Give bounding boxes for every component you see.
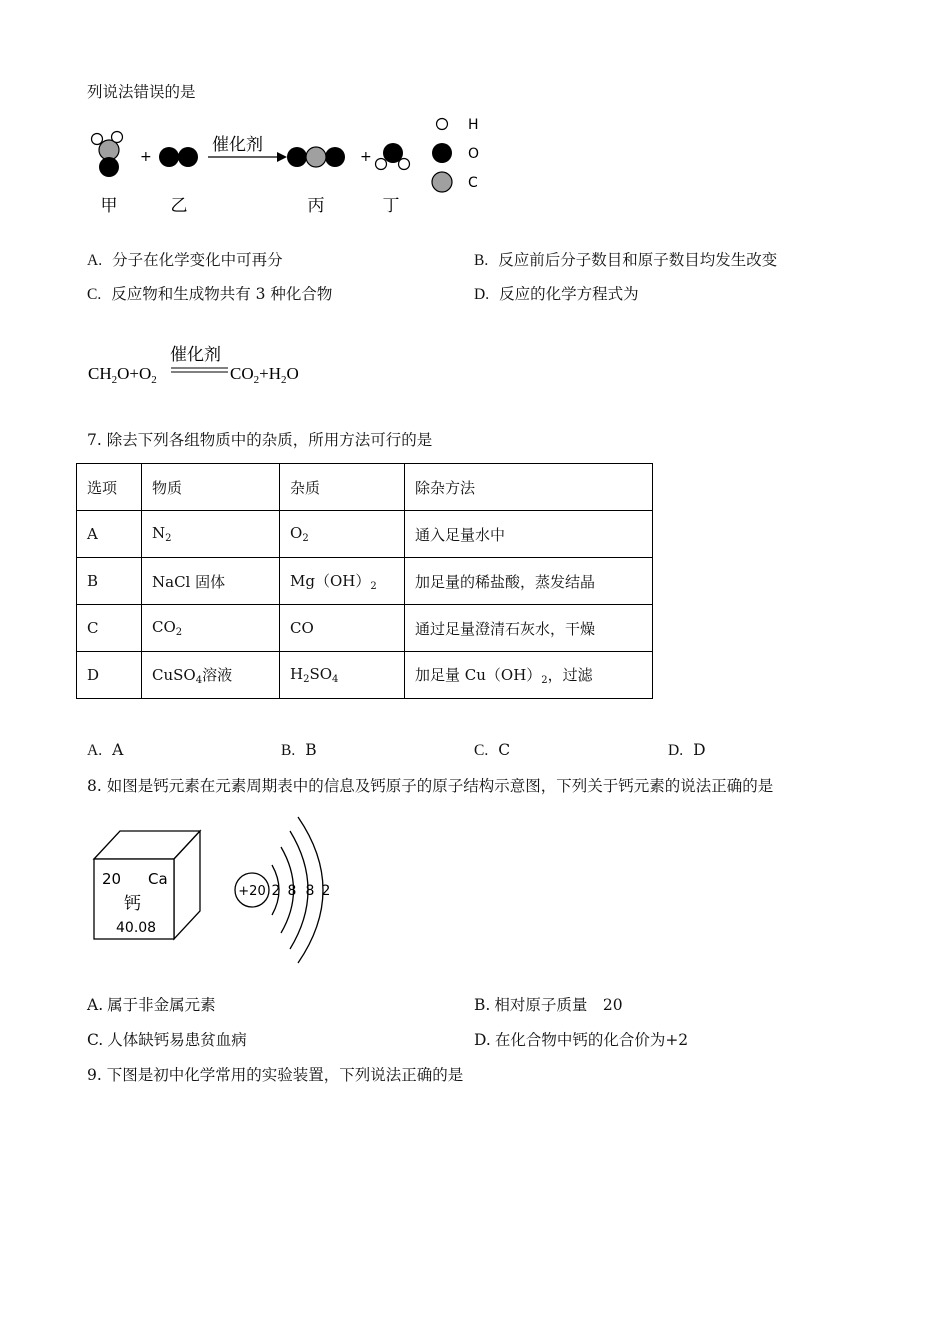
table-cell: $CO_2$ <box>142 605 280 652</box>
catalyst-arrow <box>208 135 287 162</box>
q7-option-a[interactable]: A. A <box>87 741 124 759</box>
table-cell: CO <box>280 605 405 652</box>
q7-option-d[interactable]: D. D <box>668 741 706 759</box>
q7-table <box>76 463 653 699</box>
q8-option-d[interactable]: D. 在化合物中钙的化合价为+2 <box>474 1031 689 1049</box>
header-cell: 选项 <box>77 464 142 511</box>
header-cell: 杂质 <box>280 464 405 511</box>
q9-stem: 9. 下图是初中化学常用的实验装置，下列说法正确的是 <box>87 1066 464 1084</box>
table-cell: CuSO$_4$溶液 <box>142 652 280 699</box>
q6-stem-end: 列说法错误的是 <box>87 83 196 101</box>
q7-option-c[interactable]: C. C <box>474 741 511 759</box>
shell-1-electrons: 2 <box>271 883 281 899</box>
arrow-label: 催化剂 <box>212 135 263 155</box>
table-cell: 通入足量水中 <box>405 511 653 558</box>
table-cell: $O_2$ <box>280 511 405 558</box>
header-cell: 物质 <box>142 464 280 511</box>
chemical-equation <box>85 338 325 390</box>
table-row <box>77 558 653 605</box>
table-cell: NaCl 固体 <box>142 558 280 605</box>
element-cube <box>90 825 210 945</box>
table-cell: 加足量 $Cu(OH)_2$，过滤 <box>405 652 653 699</box>
q6-option-c[interactable]: C. 反应物和生成物共有 3 种化合物 <box>87 285 333 303</box>
table-cell: D <box>77 652 142 699</box>
shell-4-electrons: 2 <box>321 883 331 899</box>
plus-sign-2: + <box>360 149 372 165</box>
table-row <box>77 652 653 699</box>
molecule-yi <box>159 147 198 167</box>
q8-stem: 8. 如图是钙元素在元素周期表中的信息及钙原子的原子结构示意图，下列关于钙元素的说法正确的是 <box>87 777 774 795</box>
legend-h: H <box>468 117 479 133</box>
table-cell: 通过足量澄清石灰水，干燥 <box>405 605 653 652</box>
q6-option-a[interactable]: A. 分子在化学变化中可再分 <box>87 251 283 269</box>
table-cell: 加足量的稀盐酸，蒸发结晶 <box>405 558 653 605</box>
table-cell: C <box>77 605 142 652</box>
molecule-bing <box>287 147 345 167</box>
plus-sign-1: + <box>140 149 152 165</box>
q7-stem: 7. 除去下列各组物质中的杂质，所用方法可行的是 <box>87 431 433 449</box>
label-bing: 丙 <box>307 196 325 216</box>
legend-o: O <box>468 146 480 162</box>
table-row <box>77 605 653 652</box>
element-symbol: Ca <box>148 870 168 888</box>
legend-c: C <box>468 175 478 191</box>
q8-option-a[interactable]: A. 属于非金属元素 <box>87 996 216 1014</box>
header-cell: 除杂方法 <box>405 464 653 511</box>
equation-condition: 催化剂 <box>170 345 221 365</box>
equation-left: $CH_2O+O_2$ <box>88 364 157 386</box>
molecule-ding <box>376 143 410 170</box>
label-ding: 丁 <box>382 196 400 216</box>
q7-option-b[interactable]: B. B <box>281 741 317 759</box>
element-number: 20 <box>102 870 122 888</box>
element-name: 钙 <box>124 894 141 914</box>
table-cell: B <box>77 558 142 605</box>
table-cell: A <box>77 511 142 558</box>
atom-structure-diagram <box>230 815 340 965</box>
table-cell: $H_2SO_4$ <box>280 652 405 699</box>
q8-option-c[interactable]: C. 人体缺钙易患贫血病 <box>87 1031 247 1049</box>
shell-2-electrons: 8 <box>287 883 297 899</box>
equation-right: $CO_2+H_2O$ <box>230 364 299 386</box>
molecule-jia <box>92 132 123 178</box>
label-jia: 甲 <box>100 196 118 216</box>
atom-legend <box>432 117 479 192</box>
table-header-row <box>77 464 653 511</box>
q6-option-d[interactable]: D. 反应的化学方程式为 <box>474 285 639 303</box>
table-row <box>77 511 653 558</box>
shell-3-electrons: 8 <box>305 883 315 899</box>
table-cell: $Mg(OH)_2$ <box>280 558 405 605</box>
q6-option-b[interactable]: B. 反应前后分子数目和原子数目均发生改变 <box>474 251 778 269</box>
nucleus-charge: +20 <box>238 884 266 899</box>
reaction-diagram <box>80 110 500 220</box>
q8-option-b[interactable]: B. 相对原子质量 20 <box>474 996 623 1014</box>
label-yi: 乙 <box>170 196 188 216</box>
element-mass: 40.08 <box>116 920 157 936</box>
table-cell: $N_2$ <box>142 511 280 558</box>
